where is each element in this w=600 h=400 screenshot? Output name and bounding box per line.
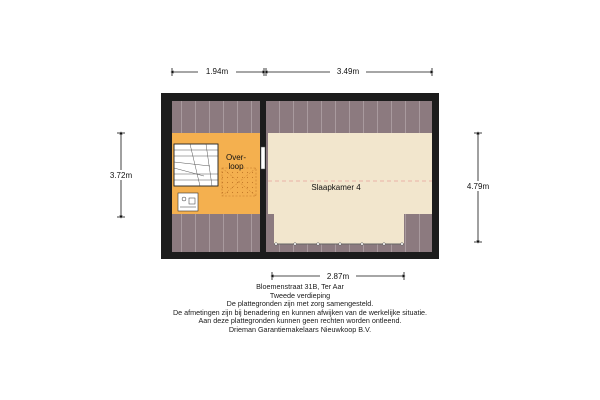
landing-label-line1: Over- [226, 153, 246, 162]
dimension-left [104, 133, 138, 217]
svg-text:1.94m: 1.94m [205, 67, 229, 76]
partition-wall [260, 101, 266, 252]
caption-floor: Tweede verdieping [269, 290, 331, 300]
caption-address: Bloemenstraat 31B, Ter Aar [256, 282, 344, 291]
dimension-right [461, 133, 495, 242]
svg-text:3.72m: 3.72m [109, 171, 133, 180]
boiler-unit [178, 193, 198, 211]
caption-disclaimer-1: De plattegronden zijn met zorg samengesteld. [226, 299, 374, 309]
dimension-bottom [272, 270, 404, 281]
svg-text:3.49m: 3.49m [336, 67, 360, 76]
bedroom-label: Slaapkamer 4 [311, 183, 361, 192]
door-opening [261, 147, 265, 169]
plan-caption [0, 283, 600, 335]
dimension-top-right [266, 65, 432, 76]
dimension-top-left [172, 65, 264, 76]
caption-company: Drieman Garantiemakelaars Nieuwkoop B.V. [228, 324, 372, 334]
landing-label-line2: loop [228, 162, 244, 171]
svg-text:4.79m: 4.79m [466, 182, 490, 191]
left-roof-top [172, 101, 260, 133]
left-roof-bottom [172, 214, 260, 252]
caption-disclaimer-3: Aan deze plattegronden kunnen geen rechten worden ontleend. [198, 316, 402, 326]
staircase [174, 144, 218, 186]
caption-disclaimer-2: De afmetingen zijn bij benadering en kunnen afwijken van de werkelijke situatie. [172, 307, 428, 317]
svg-text:2.87m: 2.87m [326, 272, 350, 281]
